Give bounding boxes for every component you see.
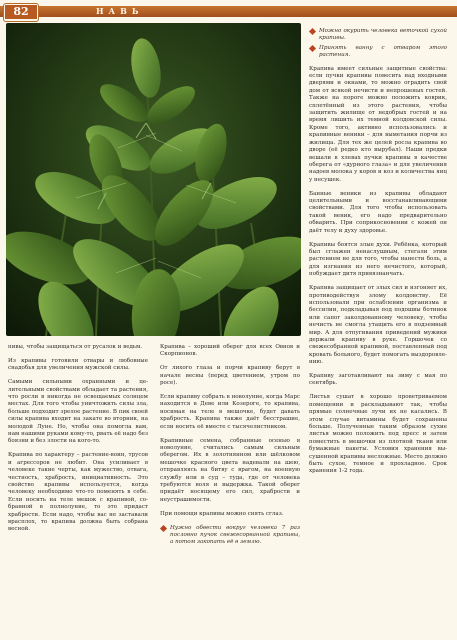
bullet-text: Принять ванну с отваром этого растения. xyxy=(319,44,447,59)
diamond-bullet-icon xyxy=(309,28,316,35)
running-title: НАВЬ xyxy=(96,6,144,16)
paragraph: Крапива имеет сильные защитные свойства: если пучки крапивы повесить над входными дверями и окнами, то можно оградить свой дом от всякой нечисти и непрошеных гостей. Также на пороге можно положить коврик, сплетённый из этого растения, чтобы защитить жилище от недобрых гостей и на время лишить их темной колдовской силы. Кроме того, активно использовались и крапивные веники – для выметания порчи из жилища. Для тех же целей росла крапива во дворе (её редко кто вырубал). Наши предки вешали в хлевах пучки крапивы в качестве оберега от «дурного глаза» и для увеличения надоев молока у коров и коз и количества яиц у несушек. xyxy=(309,65,447,183)
page-header xyxy=(0,0,457,20)
paragraph: От лихого глаза и порчи крапиву берут в начале весны (перед цветением, утром по росе). xyxy=(160,365,300,387)
diamond-bullet-icon xyxy=(309,45,316,52)
bullet-list xyxy=(309,28,447,60)
page-number: 82 xyxy=(5,5,37,19)
paragraph: При помощи крапивы можно снять сглаз. xyxy=(160,510,284,517)
paragraph: Самыми сильными охранными и целительными свойствами обладает та растения, что росли в никогда не освещаемых солнцем местах. Для того чтобы уничтожить силы зла, больше подходит зрелое растение. В пик своей силы крапива входит на закате во вторник, на молодой Луне. Но, чтобы она помогла вам, нам нашими руками кому-то, рвать её надо без боязни и без злости на кого-то. xyxy=(8,379,148,445)
paragraph: Листья сушат в хорошо проветриваемом помещении и раскладывают так, чтобы прямые солнечные лучи их не касались. В этом случае витамины будет сохранены больше. Полученные таким образом сухие листья можно положить под пресс и затем поместить в мешочки из плотной ткани или бумажные пакеты. Условия хранения высушенной крапивы несложные. Место должно быть сухое, темное и прохладное. Срок хранения 1-2 года. xyxy=(309,394,447,475)
text-column-left xyxy=(8,344,148,540)
paragraph: Крапивы боятся злые духи. Ребёнка, который был сглажен ненаслушным, стегали этим растением не для того, чтобы нанести боль, а для изгнания из него нечистого, который, побуждает дитя привязнанчать. xyxy=(309,241,447,278)
paragraph: Крапива – хороший оберег для всех Овнов и Скорпионов. xyxy=(160,344,300,358)
bullet-item xyxy=(309,28,447,43)
paragraph: Крапива защищает от злых сил и изгоняет их, противодействуя злому колдовству. Её использовали при ослаблении организма и бессилии, подкладывая под подошвы ботинок или сапог заколдованному человеку, чтобы нечисть не смогла утащить его в подземный мир. А для отпугивания приведений мужики держали крапиву в руке. Горшочек со свежесобранной крапивой, поставленный под кровать больного, будет помогать выздоровлению. xyxy=(309,285,447,366)
text-column-middle xyxy=(160,344,300,553)
nettle-photo xyxy=(6,23,301,336)
bullet-text: Нужно обвести вокруг человека 7 раз пословно пучок свежесорванной крапивы, а потом закопать её в землю. xyxy=(170,524,300,546)
bullet-item xyxy=(309,45,447,60)
nettle-illustration xyxy=(6,23,301,336)
header-band xyxy=(0,6,457,17)
page-number-badge xyxy=(3,3,39,22)
diamond-bullet-icon xyxy=(160,525,167,532)
text-column-right xyxy=(309,28,447,482)
paragraph: Из крапивы готовили отвары и любовные снадобья для увеличения мужской силы. xyxy=(8,357,148,372)
bullet-list xyxy=(160,525,300,547)
paragraph: Крапиву заготавливают на зиму с мая по сентябрь. xyxy=(309,373,447,387)
paragraph: Банные веники из крапивы обладают целительными и восстанавливающими свойствами. Для того чтобы использовать такой веник, его надо предварительно обварить. При соприкосновении с кожей он даёт телу и духу здоровье. xyxy=(309,190,447,234)
bullet-item xyxy=(160,525,300,547)
paragraph: Если крапиву собрать в новолуние, когда Марс находится в Деве или Козероге, то крапива, носимая на теле в мешочке, будет давать храбрость. Крапива также даёт бесстрашие, если носить её вместе с тысячелистником. xyxy=(160,394,300,430)
paragraph: Крапива по характеру – растение-воин, трусов и агрессоров не любит. Она усиливает в человеке такие черты, как мужество, отвага, честность, храбрость, инициативность. Это свойство крапивы используется, когда человеку необходимо что-то поменять в себе. Если носить на теле мешок с крапивой, собранной в полнолуние, то это придаст храбрости. Если надо, чтобы вас не заставали врасплох, то крапива должна быть собрана весной. xyxy=(8,452,148,533)
bullet-text: Можно окурить человека веточкой сухой крапивы. xyxy=(319,28,447,42)
paragraph: Крапивные семена, собранные осенью в новолуние, считались самым сильным оберегом. Их в золотнянном или шёлковом мешочке красного цвета надевали на шею, отправляясь на битву с врагом, на военную службу или в суд – туда, где от человека требуются воля и выдержка. Такой оберег придаёт носящему его сил, храбрости и неустрашимости. xyxy=(160,437,300,503)
paragraph: пивы, чтобы защищаться от русалок и ведьм. xyxy=(8,344,143,350)
